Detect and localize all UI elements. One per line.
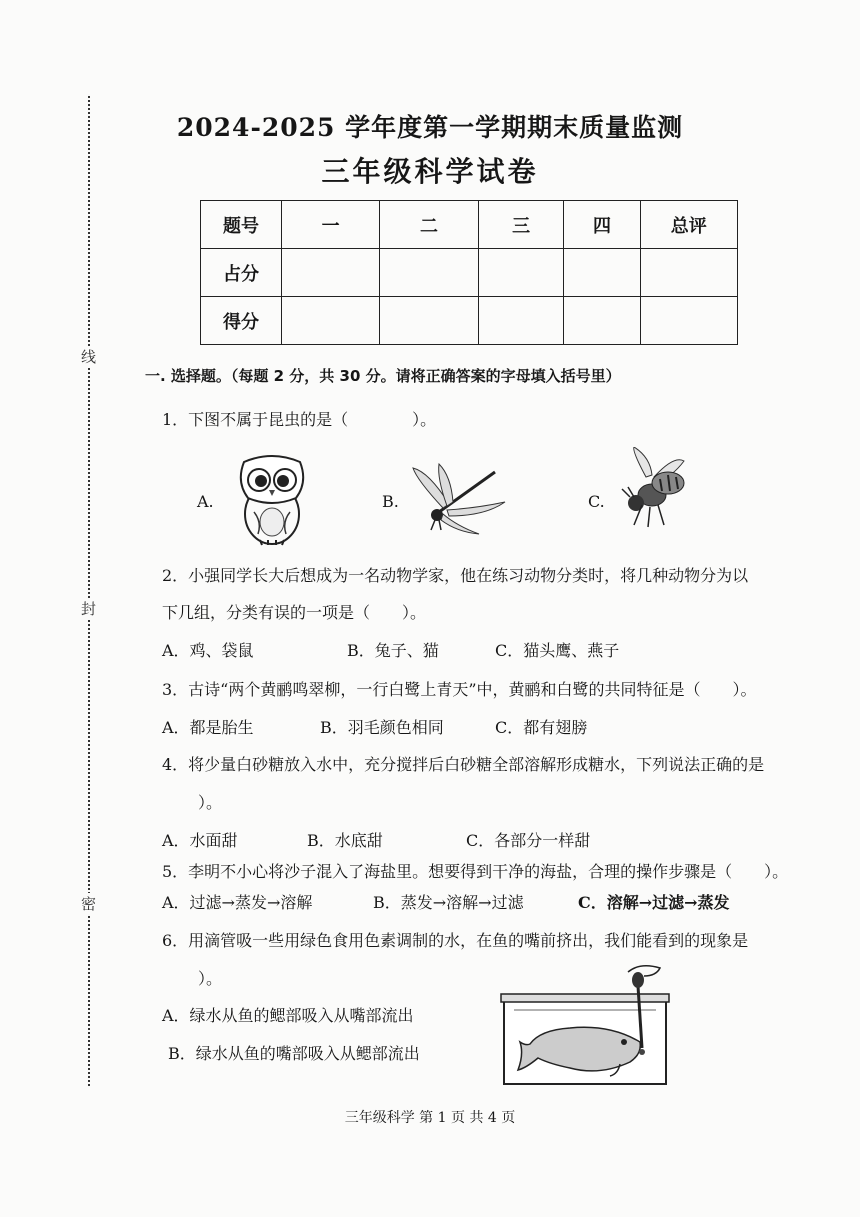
q6-option-b: B．绿水从鱼的嘴部吸入从鳃部流出 (168, 1044, 420, 1063)
header-cell: 总评 (640, 201, 737, 249)
header-cell: 二 (380, 201, 478, 249)
score-cell[interactable] (281, 297, 379, 345)
question-6-line2: ）。 (198, 969, 223, 988)
score-cell[interactable] (478, 249, 564, 297)
score-cell[interactable] (281, 249, 379, 297)
question-4-line1: 4．将少量白砂糖放入水中，充分搅拌后白砂糖全部溶解形成糖水，下列说法正确的是 (162, 755, 765, 774)
score-table (200, 200, 738, 345)
q5-option-a: A．过滤→蒸发→溶解 (162, 893, 313, 912)
header-cell: 四 (564, 201, 640, 249)
question-3: 3．古诗“两个黄鹂鸣翠柳，一行白鹭上青天”中，黄鹂和白鹭的共同特征是（ ）。 (162, 680, 757, 699)
q1-label-b: B. (382, 492, 399, 511)
q3-option-b: B．羽毛颜色相同 (320, 718, 444, 737)
page-footer: 三年级科学 第 1 页 共 4 页 (344, 1110, 516, 1126)
q2-option-c: C．猫头鹰、燕子 (495, 641, 620, 660)
q1-label-a: A. (197, 492, 214, 511)
binding-char-seal: 封 (81, 600, 97, 618)
q5-option-c: C．溶解→过滤→蒸发 (578, 893, 730, 912)
exam-subtitle: 三年级科学试卷 (321, 155, 539, 188)
question-1: 1．下图不属于昆虫的是（ ）。 (162, 410, 437, 429)
exam-title: 2024-2025 学年度第一学期期末质量监测 (176, 113, 684, 142)
binding-char-line: 线 (81, 348, 97, 366)
q2-option-b: B．兔子、猫 (347, 641, 439, 660)
binding-char-secret: 密 (81, 895, 97, 913)
question-2-line1: 2．小强同学长大后想成为一名动物学家，他在练习动物分类时，将几种动物分为以 (162, 566, 749, 585)
q3-option-a: A．都是胎生 (162, 718, 254, 737)
question-6-line1: 6．用滴管吸一些用绿色食用色素调制的水，在鱼的嘴前挤出，我们能看到的现象是 (162, 931, 749, 950)
score-cell[interactable] (478, 297, 564, 345)
q5-option-b: B．蒸发→溶解→过滤 (373, 893, 524, 912)
header-cell: 题号 (201, 201, 282, 249)
fish-tank-dropper-icon (500, 962, 670, 1087)
q3-option-c: C．都有翅膀 (495, 718, 588, 737)
q6-option-a: A．绿水从鱼的鳃部吸入从嘴部流出 (162, 1006, 414, 1025)
score-table-row (201, 249, 738, 297)
q4-option-b: B．水底甜 (307, 831, 383, 850)
q4-option-c: C．各部分一样甜 (466, 831, 591, 850)
question-2-line2: 下几组，分类有误的一项是（ ）。 (162, 603, 427, 622)
dragonfly-icon (407, 460, 507, 535)
score-table-header-row (201, 201, 738, 249)
q1-label-c: C. (588, 492, 605, 511)
score-cell[interactable] (564, 249, 640, 297)
score-table-row (201, 297, 738, 345)
header-cell: 一 (281, 201, 379, 249)
header-cell: 三 (478, 201, 564, 249)
score-cell[interactable] (380, 249, 478, 297)
score-cell[interactable] (380, 297, 478, 345)
owl-icon (232, 452, 312, 547)
row-label: 得分 (201, 297, 282, 345)
q4-option-a: A．水面甜 (162, 831, 238, 850)
section-heading: 一. 选择题。（每题 2 分，共 30 分。请将正确答案的字母填入括号里） (145, 367, 621, 385)
bee-icon (612, 447, 692, 532)
q2-option-a: A．鸡、袋鼠 (162, 641, 254, 660)
score-cell[interactable] (564, 297, 640, 345)
question-4-line2: ）。 (198, 793, 223, 812)
score-cell[interactable] (640, 249, 737, 297)
score-cell[interactable] (640, 297, 737, 345)
binding-dotted-line (88, 96, 90, 1086)
question-5: 5．李明不小心将沙子混入了海盐里。想要得到干净的海盐，合理的操作步骤是（ ）。 (162, 862, 789, 881)
row-label: 占分 (201, 249, 282, 297)
